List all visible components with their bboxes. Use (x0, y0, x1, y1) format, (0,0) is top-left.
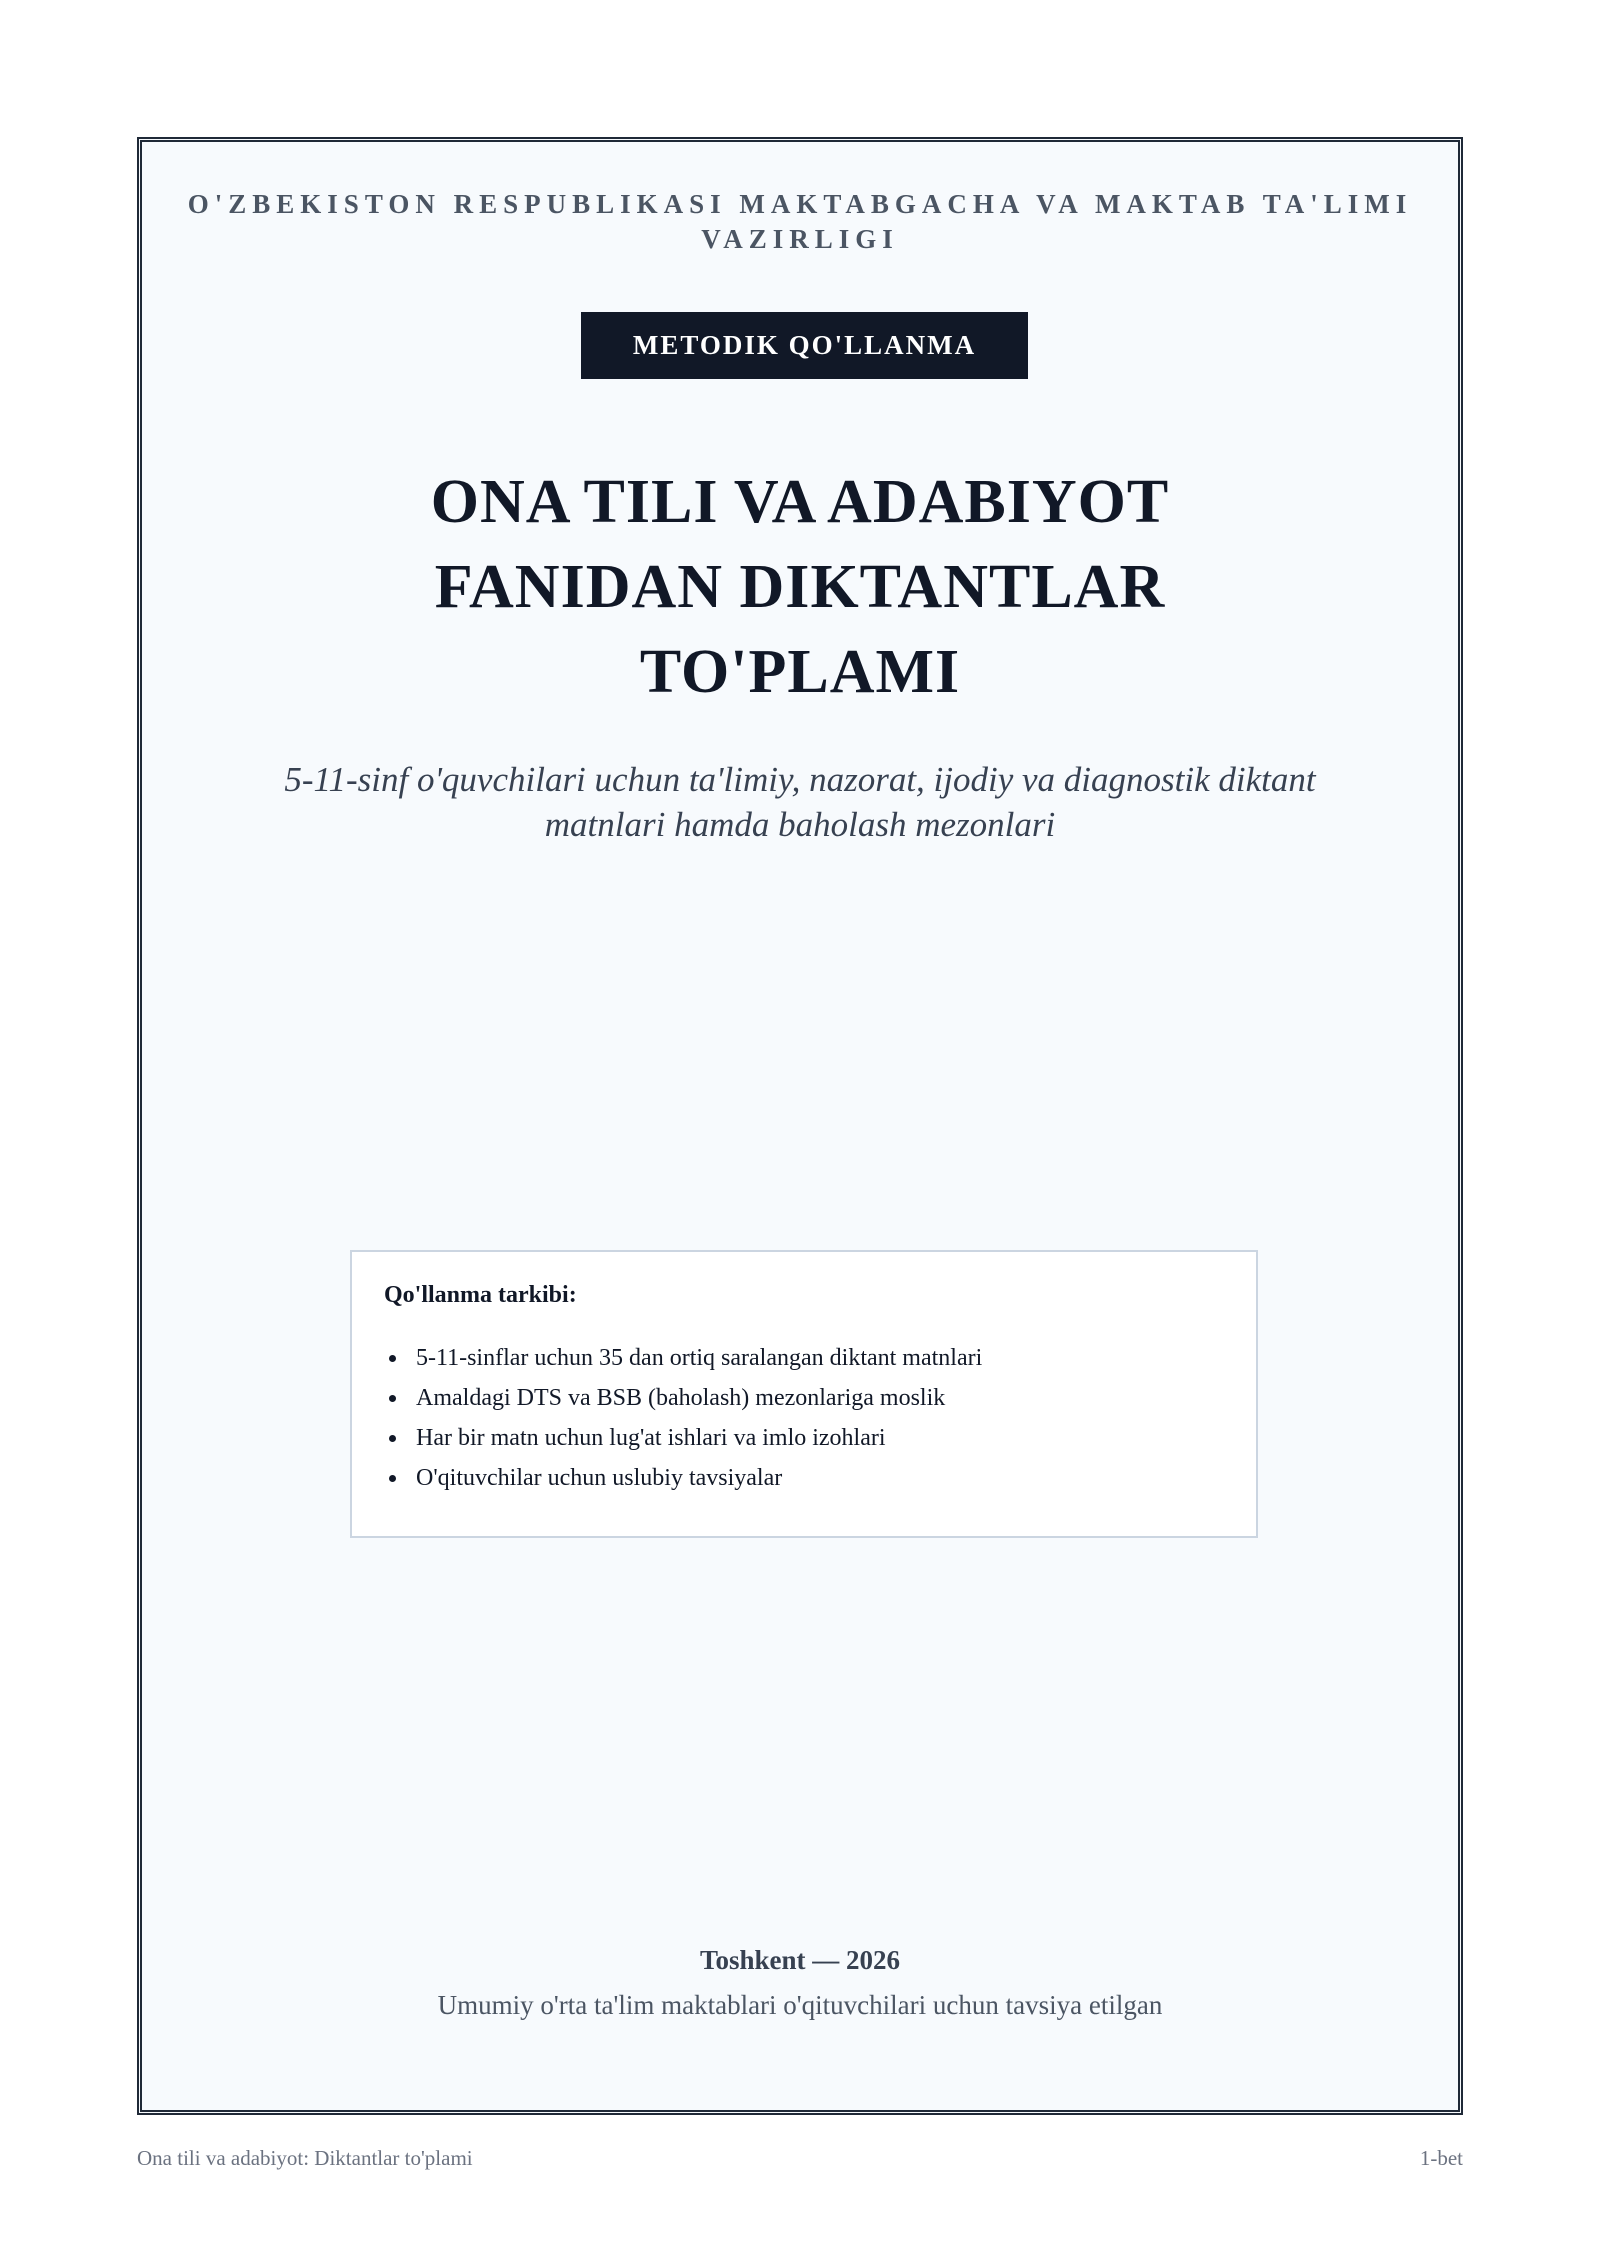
ministry-name: O'ZBEKISTON RESPUBLIKASI MAKTABGACHA VA MAKTAB TA'LIMI VAZIRLIGI (187, 189, 1413, 254)
document-subtitle: 5-11-sinf o'quvchilari uchun ta'limiy, nazorat, ijodiy va diagnostik diktant matnlari hamda baholash mezonlari (284, 760, 1316, 844)
contents-item-text: O'qituvchilar uchun uslubiy tavsiyalar (416, 1465, 783, 1491)
bullet-icon (389, 1475, 396, 1482)
recommendation-note: Umumiy o'rta ta'lim maktablari o'qituvchilari uchun tavsiya etilgan (437, 1990, 1163, 2020)
title-line-3: TO'PLAMI (639, 638, 961, 706)
contents-list-item (384, 1338, 982, 1378)
contents-list-item (384, 1378, 982, 1418)
cover-content (142, 142, 1458, 2110)
cover-page (137, 137, 1463, 2115)
title-line-2: FANIDAN DIKTANTLAR (434, 553, 1166, 621)
footer-page-number: 1-bet (1419, 2146, 1463, 2170)
contents-item-text: Har bir matn uchun lug'at ishlari va imlo izohlari (416, 1425, 886, 1451)
contents-list-item (384, 1418, 982, 1458)
bullet-icon (389, 1435, 396, 1442)
contents-item-text: Amaldagi DTS va BSB (baholash) mezonlariga moslik (416, 1385, 946, 1411)
contents-list-item (384, 1458, 982, 1498)
footer-document-title: Ona tili va adabiyot: Diktantlar to'plami (137, 2146, 473, 2170)
contents-box (350, 1250, 1258, 1538)
bullet-icon (389, 1355, 396, 1362)
contents-heading: Qo'llanma tarkibi: (384, 1282, 577, 1308)
title-line-1: ONA TILI VA ADABIYOT (430, 468, 1170, 536)
document-type-badge: METODIK QO'LLANMA (581, 312, 1028, 379)
document-title (202, 460, 1398, 715)
contents-item-text: 5-11-sinflar uchun 35 dan ortiq saralangan diktant matnlari (416, 1345, 983, 1371)
bullet-icon (389, 1395, 396, 1402)
city-year: Toshkent — 2026 (699, 1945, 901, 1975)
contents-list (384, 1338, 982, 1498)
